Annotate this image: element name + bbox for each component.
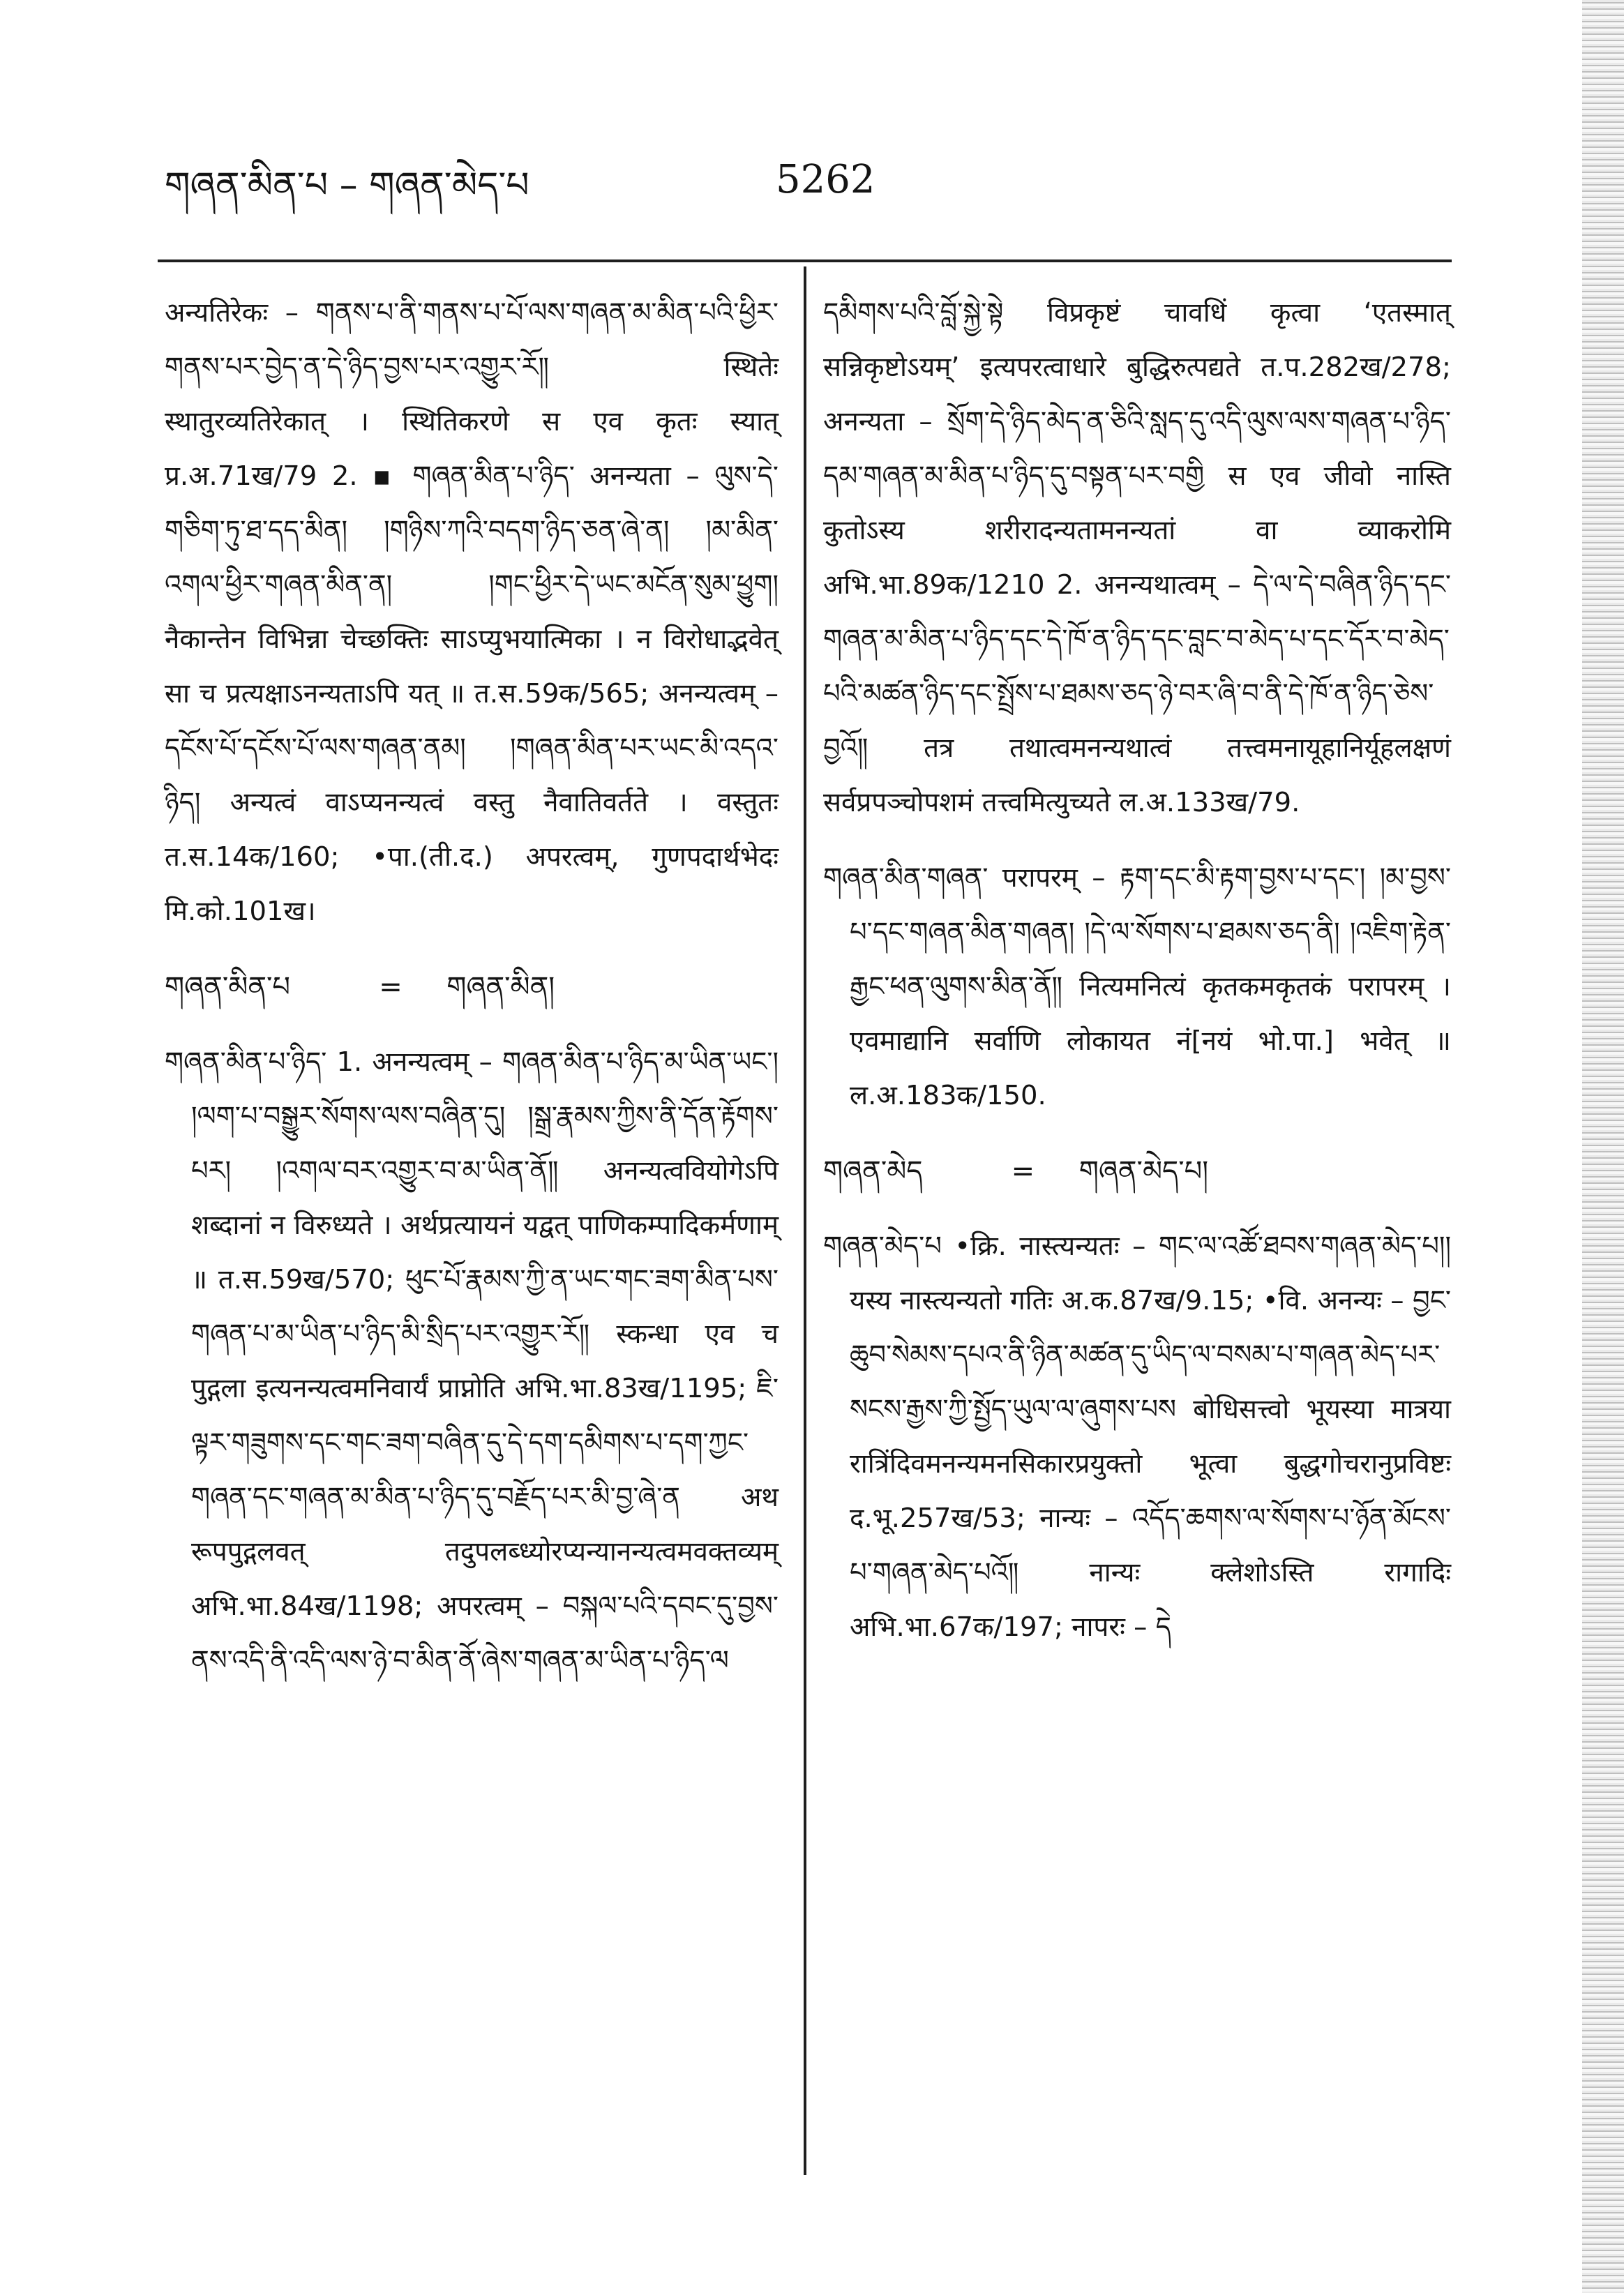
- left-column: [165, 286, 779, 1688]
- running-head: གཞན་མིན་པ – གཞན་མེད་པ: [165, 165, 529, 206]
- entry-continuation: དམིགས་པའི་བློ་སྐྱེ་སྟེ विप्रकृष्टं चावधिं कृत्वा ‘एतस्मात् सन्निकृष्टोऽयम्’ इत्यपरत्वाधारे बुद्धिरुत्पद्यते त.प.282ख/278; अनन्यता – སྲོག་དེ་ཉིད་མེད་ན་ཅིའི་སླད་དུ་འདི་ལུས་ལས་གཞན་པ་ཉིད་དམ་གཞན་མ་མིན་པ་ཉིད་དུ་བསྟན་པར་བགྱི स एव जीवो नास्ति कुतोऽस्य शरीरादन्यतामनन्यतां वा व्याकरोमि अभि.भा.89क/1210 2. अनन्यथात्वम् – དེ་ལ་དེ་བཞིན་ཉིད་དང་གཞན་མ་མིན་པ་ཉིད་དང་དེ་ཁོ་ན་ཉིད་དང་བླང་བ་མེད་པ་དང་དོར་བ་མེད་པའི་མཚན་ཉིད་དང་སྤྲོས་པ་ཐམས་ཅད་ཉེ་བར་ཞི་བ་ནི་དེ་ཁོ་ན་ཉིད་ཅེས་བྱའོ༎ तत्र तथात्वमनन्यथात्वं तत्त्वमनायूहानिर्यूहलक्षणं सर्वप्रपञ्चोपशमं तत्त्वमित्युच्यते ल.अ.133ख/79.: [823, 297, 1451, 818]
- page-header: [165, 159, 1450, 229]
- entry-continuation: अन्यतिरेकः – གནས་པ་ནི་གནས་པ་པོ་ལས་གཞན་མ་མིན་པའི་ཕྱིར་གནས་པར་བྱེད་ན་དེ་ཉིད་བྱས་པར་འགྱུར་རོ༎ स्थितेः स्थातुरव्यतिरेकात् । स्थितिकरणे स एव कृतः स्यात् प्र.अ.71ख/79 2. ▪ གཞན་མིན་པ་ཉིད་ अनन्यता – ལུས་དེ་གཅིག་ཏུ་ཐ་དད་མིན། །གཉིས་ཀའི་བདག་ཉིད་ཅན་ཞེ་ན། །མ་མིན་འགལ་ཕྱིར་གཞན་མིན་ན། །གང་ཕྱིར་དེ་ཡང་མངོན་སུམ་ཕྱུག། नैकान्तेन विभिन्ना चेच्छक्तिः साऽप्युभयात्मिका । न विरोधाद्भवेत् सा च प्रत्यक्षाऽनन्यताऽपि यत् ॥ त.स.59क/565; अनन्यत्वम् – དངོས་པོ་དངོས་པོ་ལས་གཞན་ནམ། །གཞན་མིན་པར་ཡང་མི་འདའ་ཉིད། अन्यत्वं वाऽप्यनन्यत्वं वस्तु नैवातिवर्तते । वस्तुतः त.स.14क/160; •पा.(ती.द.) अपरत्वम्, गुणपदार्थभेदः मि.को.101ख।: [165, 297, 779, 927]
- cross-reference: གཞན་མིན་པ = གཞན་མིན།: [165, 971, 555, 1003]
- dictionary-entry: གཞན་མིན་པ་ཉིད་ 1. अनन्यत्वम् – གཞན་མིན་པ་ཉིད་མ་ཡིན་ཡང་། །ལག་པ་བསྒྱུར་སོགས་ལས་བཞིན་དུ། །སྒྲ་རྣམས་ཀྱིས་ནི་དོན་རྟོགས་པར། །འགལ་བར་འགྱུར་བ་མ་ཡིན་ནོ༎ अनन्यत्ववियोगेऽपि शब्दानां न विरुध्यते । अर्थप्रत्यायनं यद्वत् पाणिकम्पादिकर्मणाम् ॥ त.स.59ख/570; ཕུང་པོ་རྣམས་ཀྱི་ན་ཡང་གང་ཟག་མིན་པས་གཞན་པ་མ་ཡིན་པ་ཉིད་མི་སྲིད་པར་འགྱུར་རོ༎ स्कन्धा एव च पुद्गला इत्यनन्यत्वमनिवार्यं प्राप्नोति अभि.भा.83ख/1195; ཇི་ལྟར་གཟུགས་དང་གང་ཟག་བཞིན་དུ་དེ་དག་དམིགས་པ་དག་ཀྱང་གཞན་དང་གཞན་མ་མིན་པ་ཉིད་དུ་བརྗོད་པར་མི་བྱ་ཞེ་ན अथ रूपपुद्गलवत् तदुपलब्ध्योरप्यन्यानन्यत्वमवक्तव्यम् अभि.भा.84ख/1198; अपरत्वम् – བསྐལ་པའི་དབང་དུ་བྱས་ནས་འདི་ནི་འདི་ལས་ཉེ་བ་མིན་ནོ་ཞེས་གཞན་མ་ཡིན་པ་ཉིད་ལ: [165, 1046, 779, 1676]
- right-column: [823, 286, 1451, 1655]
- page-number: 5262: [776, 157, 875, 202]
- dictionary-entry: གཞན་མིན་གཞན་ परापरम् – རྟག་དང་མི་རྟག་བྱས་པ་དང་། །མ་བྱས་པ་དང་གཞན་མིན་གཞན། །དེ་ལ་སོགས་པ་ཐམས་ཅད་ནི། །འཇིག་རྟེན་རྒྱང་ཕན་ལུགས་མིན་ནོ༎ नित्यमनित्यं कृतकमकृतकं परापरम् । एवमाद्यानि सर्वाणि लोकायत नं[नयं भो.पा.] भवेत् ॥ ल.अ.183क/150.: [823, 862, 1451, 1111]
- scan-edge-shadow: [1582, 0, 1624, 2293]
- header-rule: [158, 260, 1452, 262]
- column-divider: [804, 266, 806, 2175]
- dictionary-entry: གཞན་མེད་པ •क्रि. नास्त्यन्यतः – གང་ལ་འཚོ་ཐབས་གཞན་མེད་པ།། यस्य नास्त्यन्यतो गतिः अ.क.87ख/9.15; •वि. अनन्यः – བྱང་ཆུབ་སེམས་དཔའ་ནི་ཉིན་མཚན་དུ་ཡིད་ལ་བསམ་པ་གཞན་མེད་པར་སངས་རྒྱས་ཀྱི་སྤྱོད་ཡུལ་ལ་ཞུགས་པས बोधिसत्त्वो भूयस्या मात्रया रात्रिंदिवमनन्यमनसिकारप्रयुक्तो भूत्वा बुद्धगोचरानुप्रविष्टः द.भू.257ख/53; नान्यः – འདོད་ཆགས་ལ་སོགས་པ་ཉོན་མོངས་པ་གཞན་མེད་པའོ༎ नान्यः क्लेशोऽस्ति रागादिः अभि.भा.67क/197; नापरः – དེ: [823, 1231, 1451, 1643]
- cross-reference: གཞན་མེད = གཞན་མེད་པ།: [823, 1155, 1209, 1187]
